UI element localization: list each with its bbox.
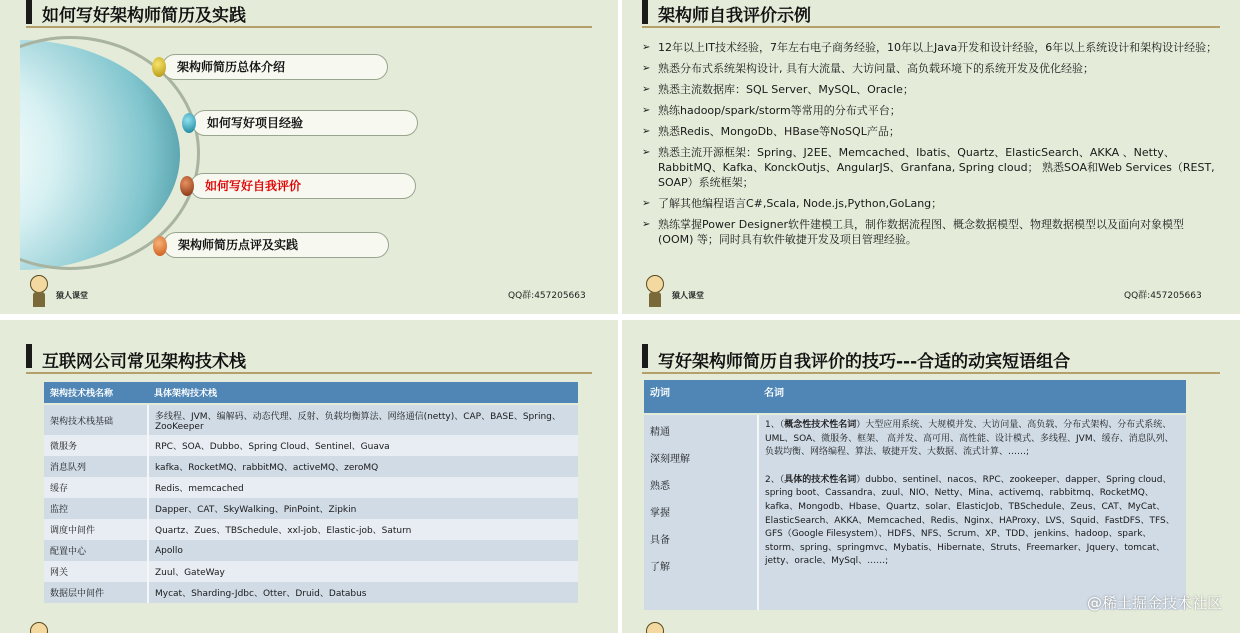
stack-name: 架构技术栈基础 <box>44 404 148 435</box>
bullet-dot-orange <box>153 236 167 256</box>
stack-name: 调度中间件 <box>44 519 148 540</box>
slide-verb-noun-tips <box>622 320 1240 633</box>
column-header: 架构技术栈名称 <box>44 382 148 404</box>
menu-item-label: 如何写好项目经验 <box>207 116 304 130</box>
stack-items: Dapper、CAT、SkyWalking、PinPoint、Zipkin <box>148 498 578 519</box>
arrow-bullet-icon: ➢ <box>642 84 651 95</box>
table-row <box>44 498 578 519</box>
footer-qq: QQ群:457205663 <box>508 291 586 301</box>
stack-name: 缓存 <box>44 477 148 498</box>
stack-items: Apollo <box>148 540 578 561</box>
table-row <box>44 582 578 603</box>
column-header: 名词 <box>758 380 1186 414</box>
column-header: 动词 <box>644 380 758 414</box>
slide-tech-stack <box>0 320 618 633</box>
bullet-dot-brown <box>180 176 194 196</box>
stack-items: Mycat、Sharding-Jdbc、Otter、Druid、Databus <box>148 582 578 603</box>
monkey-logo-icon <box>26 622 52 633</box>
list-item: ➢ 熟悉分布式系统架构设计, 具有大流量、大访问量、高负载环境下的系统开发及优化经验； <box>642 62 1094 75</box>
monkey-logo-icon <box>26 275 52 309</box>
arrow-bullet-icon: ➢ <box>642 147 651 158</box>
menu-item-project-experience[interactable] <box>192 110 418 136</box>
table-header-row <box>44 382 578 404</box>
verb-item: 掌握 <box>650 508 670 519</box>
monkey-logo-icon <box>642 622 668 633</box>
tech-stack-table <box>44 382 578 603</box>
arrow-bullet-icon: ➢ <box>642 198 651 209</box>
noun-paragraph-specific: 2、（具体的技术性名词）dubbo、sentinel、nacos、RPC、zookeeper、dapper、Spring cloud、spring boot、Cassandra、zuul、NIO、Netty、Mina、activemq、rabbitmq、RocketMQ、kafka、Mongodb、Hbase、Quartz、solar、ElasticJob、TBSchedule、Zeus、CAT、MyCat、ElasticSearch、AKKA、Memcached、Redis、Nginx、HAProxy、LVS、Squid、FastDFS、TFS、GFS（Google Filesystem）、HDFS、NFS、Scrum、XP、TDD、jenkins、hadoop、spark、storm、spring、springmvc、Mybatis、Hibernate、Struts、Freemarker、Jquery、tomcat、jetty、oracle、MySql、……; <box>765 474 1175 567</box>
table-row <box>644 414 1186 610</box>
menu-item-label: 如何写好自我评价 <box>205 179 302 193</box>
list-item: ➢ 熟练掌握Power Designer软件建模工具，制作数据流程图、概念数据模型、物理数据模型以及面向对象模型 (OOM) 等；同时具有软件敏捷开发及项目管理经验。 <box>642 218 1185 246</box>
stack-name: 微服务 <box>44 435 148 456</box>
stack-name: 数据层中间件 <box>44 582 148 603</box>
monkey-logo-icon <box>642 275 668 309</box>
stack-name: 消息队列 <box>44 456 148 477</box>
slide-title: 写好架构师简历自我评价的技巧---合适的动宾短语组合 <box>658 352 1071 372</box>
menu-item-self-evaluation[interactable] <box>190 173 416 199</box>
slide-title: 如何写好架构师简历及实践 <box>42 6 246 26</box>
table-header-row <box>644 380 1186 414</box>
verb-list <box>644 414 758 610</box>
stack-items: Zuul、GateWay <box>148 561 578 582</box>
title-marker <box>26 0 32 24</box>
verb-item: 了解 <box>650 562 670 573</box>
verb-item: 具备 <box>650 535 670 546</box>
list-item: ➢ 熟悉主流数据库：SQL Server、MySQL、Oracle； <box>642 83 914 96</box>
stack-items: Redis、memcached <box>148 477 578 498</box>
stack-name: 监控 <box>44 498 148 519</box>
arrow-bullet-icon: ➢ <box>642 105 651 116</box>
title-underline <box>642 372 1220 374</box>
list-item: ➢ 了解其他编程语言C#,Scala, Node.js,Python,GoLang； <box>642 197 943 210</box>
arrow-bullet-icon: ➢ <box>642 126 651 137</box>
verb-item: 深刻理解 <box>650 454 690 465</box>
noun-paragraph-concept: 1、（概念性技术性名词）大型应用系统、大规模并发、大访问量、高负载、分布式架构、分布式系统、UML、SOA、微服务、框架、 高并发、高可用、高性能、设计模式、多线程、JVM、缓存、消息队列、负载均衡、网络编程、算法、敏捷开发、大数据、流式计算、……; <box>765 420 1174 458</box>
menu-item-overview[interactable] <box>162 54 388 80</box>
title-underline <box>642 26 1220 28</box>
stack-items: Quartz、Zues、TBSchedule、xxl-job、Elastic-job、Saturn <box>148 519 578 540</box>
bullet-dot-yellow <box>152 57 166 77</box>
list-item: ➢ 熟悉主流开源框架：Spring、J2EE、Memcached、Ibatis、Quartz、ElasticSearch、AKKA 、Netty、RabbitMQ、Kafka、KonckOutjs、AngularJS、Granfana, Spring cloud； 熟悉SOA和Web Services（REST, SOAP）系统框架； <box>642 146 1215 189</box>
verb-item: 精通 <box>650 427 670 438</box>
menu-item-review-practice[interactable] <box>163 232 389 258</box>
bullet-list <box>642 40 1222 253</box>
table-row <box>44 561 578 582</box>
stack-name: 网关 <box>44 561 148 582</box>
table-row <box>44 435 578 456</box>
menu-item-label: 架构师简历点评及实践 <box>178 238 299 252</box>
verb-item: 熟悉 <box>650 481 670 492</box>
arrow-bullet-icon: ➢ <box>642 63 651 74</box>
slide-resume-outline <box>0 0 618 314</box>
footer-qq: QQ群:457205663 <box>1124 291 1202 301</box>
verb-noun-table <box>644 380 1186 610</box>
footer-brand: 猿人课堂 <box>672 291 704 300</box>
list-item: ➢ 熟悉Redis、MongoDb、HBase等NoSQL产品； <box>642 125 900 138</box>
arrow-bullet-icon: ➢ <box>642 42 651 53</box>
slide-self-evaluation-example <box>622 0 1240 314</box>
list-item: ➢ 12年以上IT技术经验，7年左右电子商务经验，10年以上Java开发和设计经验，6年以上系统设计和架构设计经验； <box>642 41 1218 54</box>
arrow-bullet-icon: ➢ <box>642 219 651 230</box>
list-item: ➢ 熟练hadoop/spark/storm等常用的分布式平台； <box>642 104 901 117</box>
title-marker <box>26 344 32 368</box>
menu-item-label: 架构师简历总体介绍 <box>177 60 286 74</box>
stack-items: RPC、SOA、Dubbo、Spring Cloud、Sentinel、Guava <box>148 435 578 456</box>
slide-title: 架构师自我评价示例 <box>658 6 811 26</box>
title-marker <box>642 0 648 24</box>
title-underline <box>26 372 592 374</box>
title-marker <box>642 344 648 368</box>
table-row <box>44 540 578 561</box>
table-row <box>44 404 578 435</box>
stack-items: kafka、RocketMQ、rabbitMQ、activeMQ、zeroMQ <box>148 456 578 477</box>
slide-title: 互联网公司常见架构技术栈 <box>42 352 246 372</box>
stack-name: 配置中心 <box>44 540 148 561</box>
stack-items: 多线程、JVM、编解码、动态代理、反射、负载均衡算法、网络通信(netty)、CAP、BASE、Spring、ZooKeeper <box>148 404 578 435</box>
footer-brand: 猿人课堂 <box>56 291 88 300</box>
watermark: @稀土掘金技术社区 <box>1086 594 1222 612</box>
column-header: 具体架构技术栈 <box>148 382 578 404</box>
noun-cell <box>758 414 1186 610</box>
title-underline <box>26 26 592 28</box>
table-row <box>44 456 578 477</box>
bullet-dot-teal <box>182 113 196 133</box>
table-row <box>44 477 578 498</box>
table-row <box>44 519 578 540</box>
